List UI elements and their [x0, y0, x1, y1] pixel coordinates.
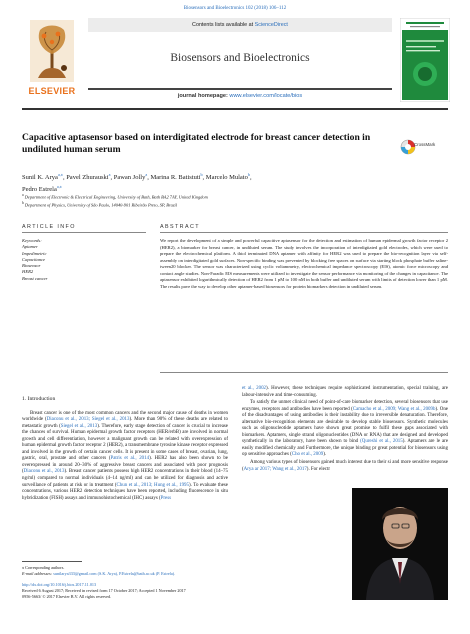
crossmark-badge[interactable]	[400, 136, 448, 158]
affiliation-list	[22, 192, 442, 209]
contents-bar	[88, 18, 392, 32]
elsevier-logo[interactable]	[22, 18, 82, 100]
doi-block	[22, 582, 322, 600]
body-text: ). Therefore, early stage detection of cancer is crucial to increase the chances of survival. Human epidermal growth factor receptors (HER/erbB) are involved in normal growth and cell differentiation, however a malignant growth can be related with overexpression of human epidermal growth factor receptor 2 (HER2), a transmembrane tyrosine kinase receptor expressed and involved in the growth of certain cancer cells. It is present in some cases of breast, ovarian, lung, gastric, oral, prostate and other cancers (	[22, 423, 228, 462]
author-name[interactable]: Pedro Estrela	[22, 186, 57, 194]
author-affiliation-mark[interactable]: a,⁎	[57, 172, 63, 177]
affiliation-item	[22, 192, 442, 200]
body-text: ). For electr	[306, 466, 330, 472]
doi-link[interactable]: http://dx.doi.org/10.1016/j.bios.2017.11.013	[22, 582, 97, 587]
author-affiliation-mark[interactable]: a,⁎	[56, 184, 62, 190]
journal-homepage-bar	[88, 88, 392, 102]
elsevier-wordmark: ELSEVIER	[28, 86, 76, 96]
body-text: ). HER2 has also been shown to be overexpressed in around 20–30% of aggressive breast cancers and associated with poor prognosis (	[22, 456, 229, 475]
crossmark-icon	[401, 140, 415, 154]
citation-link[interactable]: Cho et al., 2009	[291, 452, 324, 458]
tree-of-knowledge-icon	[30, 20, 74, 82]
body-column-right	[242, 386, 448, 474]
article-info-heading: ARTICLE INFO	[22, 224, 76, 230]
author-affiliation-mark[interactable]: b	[247, 172, 250, 177]
affiliation-text: Department of Physics, University of São Paulo, 14040-901 Ribeirão Preto, SP, Brazil	[24, 202, 177, 208]
citation-link[interactable]: Siegel et al., 2013	[60, 423, 98, 429]
author-name[interactable]: Pavel Zhurauski	[66, 174, 109, 182]
citation-link[interactable]: Diaconu et al., 2013	[23, 469, 65, 475]
body-paragraph	[22, 411, 228, 503]
body-text: To satisfy the unmet clinical need of point-of-care biomarker detection, several biosensors that use enzymes, receptors and antibodies have been reported (	[242, 400, 448, 412]
body-paragraph	[242, 460, 448, 473]
keyword-item: Capacitance	[22, 256, 46, 262]
abstract-rule-bottom	[160, 372, 448, 373]
masthead	[22, 18, 450, 104]
keyword-item: HER2	[22, 269, 34, 275]
body-text: ). Aptamers are le are easily modified chemically and Furthermore, the unique binding pr great potential for biosensors using op sensitive approaches (	[242, 439, 449, 458]
footnote-divider	[22, 561, 82, 562]
email-note	[22, 571, 228, 577]
abstract-rule-top	[160, 232, 448, 233]
author-name[interactable]: Sunil K. Arya	[22, 174, 58, 182]
article-title: Capacitive aptasensor based on interdigitated electrode for breast cancer detection in undiluted human serum	[22, 132, 371, 155]
affiliation-item	[22, 200, 442, 208]
body-text: ). However, these techniques require sophisticated instrumentation, special training, are labour-intensive and time-consuming.	[242, 386, 448, 398]
keyword-item: Aptamer	[22, 244, 38, 250]
corresponding-authors-note: ⁎ Corresponding authors.	[22, 565, 65, 570]
body-paragraph	[242, 400, 448, 459]
abstract-heading: ABSTRACT	[160, 224, 200, 230]
abstract-text: We report the development of a simple and powerful capacitive aptasensor for the detection and estimation of human epidermal growth factor receptor 2 (HER2), a biomarker for breast cancer, in undiluted serum. The study involves the incorporation of interdigitated gold electrodes, which were used to prepare the electrochemical platform. A thiol terminated DNA aptamer with affinity for HER2 was used to prepare the bio-recognition layer via self-assembly on interdigitated gold surfaces. Non-specific binding was prevented by blocking free spaces on surface via starting block phosphate buffer saline-tween20 blocker. The sensor was characterized using cyclic voltammetry, electrochemical impedance spectroscopy (EIS), atomic force microscopy and contact angle studies. Non-Faradic EIS measurements were utilized to investigate the sensor performance via monitoring of the changes in capacitance. The aptasensor exhibited logarithmically detection of HER2 from 1 pM to 100 nM in both buffer and undiluted serum with limits of detection lower than 1 pM. The results pave the way to develop other aptamer-based biosensors for protein biomarkers detection in undiluted serum.	[160, 238, 448, 289]
sciencedirect-link[interactable]: ScienceDirect	[254, 22, 288, 28]
email-label: E-mail addresses:	[22, 571, 54, 576]
citation-link[interactable]: et al., 2002	[242, 386, 267, 391]
author-affiliation-mark[interactable]: b	[200, 172, 203, 177]
keywords-block	[22, 238, 132, 282]
journal-homepage-link[interactable]: www.elsevier.com/locate/bios	[229, 93, 303, 99]
keywords-heading: Keywords:	[22, 238, 42, 243]
journal-citation[interactable]: Biosensors and Bioelectronics 102 (2018) 106–112	[183, 6, 287, 11]
body-paragraph	[242, 386, 448, 399]
article-info-rule	[22, 232, 146, 233]
body-column-left	[22, 386, 228, 503]
author-name[interactable]: Marcelo Mulato	[205, 174, 248, 182]
citation-link[interactable]: Chun et al., 2013; Hung et al., 1995	[116, 482, 189, 488]
author-affiliation-mark[interactable]: a	[108, 172, 111, 177]
keyword-item: Breast cancer	[22, 275, 48, 281]
author-name[interactable]: Marina R. Batistuti	[150, 174, 201, 182]
citation-link[interactable]: Arya ar 2017; Wang et al., 2017	[243, 466, 307, 472]
homepage-label: journal homepage:	[177, 93, 228, 99]
crossmark-label: CrossMark	[414, 142, 436, 147]
keyword-item: Impedimetric	[22, 250, 47, 256]
affiliation-text: Department of Electronic & Electrical Engineering, University of Bath, Bath BA2 7AY, United Kingdom	[24, 194, 208, 200]
section-heading-introduction: 1. Introduction	[22, 396, 56, 402]
citation-link[interactable]: Patris et al., 2014	[110, 456, 150, 462]
body-text: ).	[323, 452, 327, 458]
author-email-links[interactable]: sunilarya333@gmail.com (S.K. Arya), P.Estrela@bath.ac.uk (P. Estrela).	[53, 571, 176, 576]
author-name[interactable]: Pawan Jolly	[113, 174, 146, 182]
body-text: Among various types of biosensors gained much interest due to their si and more sensitive response (	[242, 460, 448, 472]
masthead-divider	[22, 108, 448, 110]
journal-header-box	[88, 18, 392, 102]
author-portrait-photo	[352, 488, 448, 600]
body-text: ). More than 90% of these deaths are related to metastatic growth (	[22, 417, 229, 429]
citation-link[interactable]: Camacho et al., 2009; Wang et al., 2009b	[352, 406, 436, 412]
citation-link[interactable]: (Qureshi et al., 2015	[360, 439, 403, 445]
body-text: Breast cancer is one of the most common cancers and the second major cause of deaths in women worldwide (	[22, 410, 228, 423]
author-list: Sunil K. Arya$^{a,⁎}$, Pavel Zhurauski$^a$, Pawan Jolly$^a$, Marina R. Batistuti$^b$, Marcelo Mulato$^b$, Pedro Estrela$^{a,⁎}$	[22, 172, 252, 194]
contents-prefix: Contents lists available at	[192, 22, 255, 28]
received-dates: Received 6 August 2017; Received in revised form 17 October 2017; Accepted 1 November 2017	[22, 588, 186, 593]
journal-cover-thumbnail[interactable]	[400, 18, 450, 102]
citation-link[interactable]: Diaconu et al., 2013; Siegel et al., 2013	[46, 417, 130, 423]
body-text: ). One of the disadvantages of using antibodies is their instability due to irreversible denaturation. Therefore, alternative bio-recognition elements are desirable to develop stable biosensors. Synthetic molecules such as oligonucleotide aptamers have shown great promise to fulfil these gaps associated with biomarkers. Aptamers, single strand oligonucleotides (DNA or RNA) that are designed and developed synthetically in the laboratory, have been shown to bind	[242, 406, 448, 445]
author-affiliation-mark[interactable]: a	[145, 172, 148, 177]
intro-left-paragraphs	[22, 411, 228, 503]
journal-title: Biosensors and Bioelectronics	[170, 52, 310, 64]
citation-link[interactable]: Press	[160, 495, 172, 501]
body-text: ). Breast cancer patients possess high HER2 concentrations in their blood (14–75 ng/ml) compared to normal individuals (4–14 ng/ml) and can be utilized for diagnosis and active surveillance of patients at risk or in treatment (	[22, 469, 228, 488]
footnotes	[22, 565, 228, 577]
intro-right-paragraphs	[242, 386, 448, 473]
body-text: ). To evaluate these concentrations, various HER2 detection techniques have been reported, including fluorescence in situ hybridization (FISH) assays and immunohistochemical (IHC) assays (	[22, 482, 228, 501]
affiliation-mark: b	[22, 201, 24, 206]
copyright-notice: 0956-5663/ © 2017 Elsevier B.V. All rights reserved.	[22, 594, 112, 599]
keyword-item: Biosensor	[22, 263, 41, 269]
affiliation-mark: a	[22, 193, 24, 197]
